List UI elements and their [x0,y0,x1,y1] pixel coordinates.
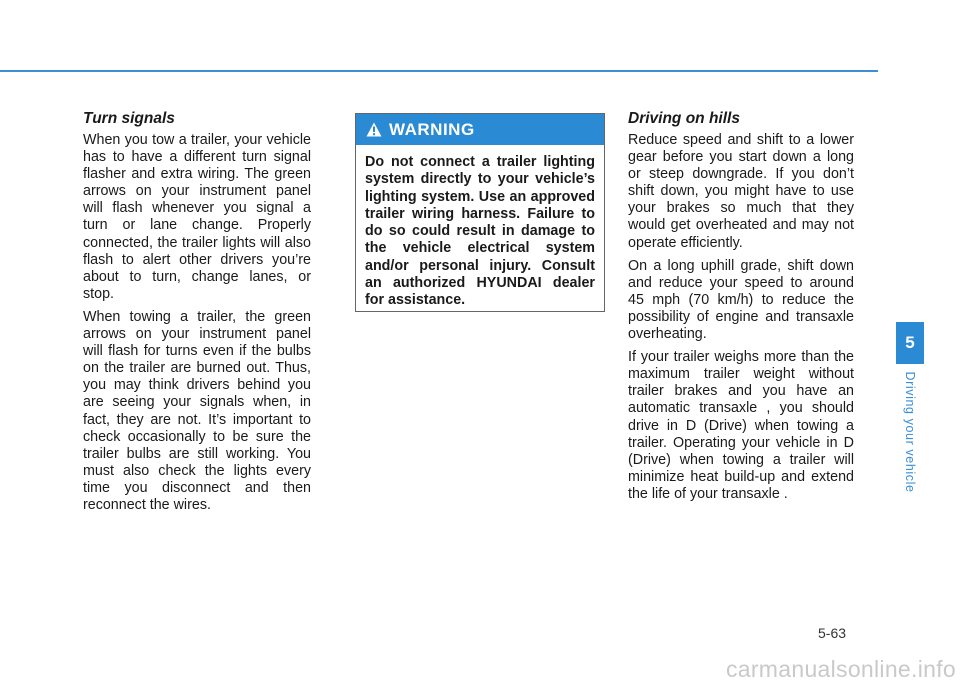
turn-signals-paragraph-2: When towing a trailer, the green arrows on your instrument panel will flash for turns even if the bulbs on the trailer are burned out. Thus, you may think drivers behind you are seeing your signals when, in fact, they are not. It’s important to check occasionally to be sure the trailer bulbs are still working. You must also check the lights every time you disconnect and then reconnect the wires. [83,308,311,513]
chapter-title: Driving your vehicle [903,371,917,493]
warning-header [356,114,604,145]
left-column [83,110,311,520]
turn-signals-paragraph-1: When you tow a trailer, your vehicle has to have a different turn signal flasher and extra wiring. The green arrows on your instrument panel will flash whenever you signal a turn or lane change. Properly connected, the trailer lights will also flash to alert other drivers you’re about to turn, change lanes, or stop. [83,132,311,302]
page-number: 5-63 [818,625,847,641]
warning-box [355,113,605,312]
header-rule [0,70,878,72]
hills-paragraph-1: Reduce speed and shift to a lower gear before you start down a long or steep downgrade. If you don’t shift down, you might have to use your brakes so much that they would get overheated and may not operate efficiently. [628,132,854,251]
hills-paragraph-2: On a long uphill grade, shift down and reduce your speed to around 45 mph (70 km/h) to reduce the possibility of engine and transaxle overheating. [628,257,854,343]
right-column [628,110,854,509]
warning-label: WARNING [389,119,475,139]
watermark: carmanualsonline.info [725,656,956,682]
warning-text: Do not connect a trailer lighting system directly to your vehicle’s lighting system. Use an approved trailer wiring harness. Failure to do so could result in damage to the vehicle electrical system and/or personal injury. Consult an authorized HYUNDAI dealer for assistance. [365,154,595,309]
warning-triangle-icon [366,122,382,137]
hills-paragraph-3: If your trailer weighs more than the maximum trailer weight without trailer brakes and you have an automatic transaxle , you should drive in D (Drive) when towing a trailer. Operating your vehicle in D (Drive) when towing a trailer will minimize heat build-up and extend the life of your transaxle . [628,349,854,502]
turn-signals-heading: Turn signals [83,110,175,127]
chapter-tab[interactable]: 5 [896,322,924,364]
driving-on-hills-heading: Driving on hills [628,110,740,127]
